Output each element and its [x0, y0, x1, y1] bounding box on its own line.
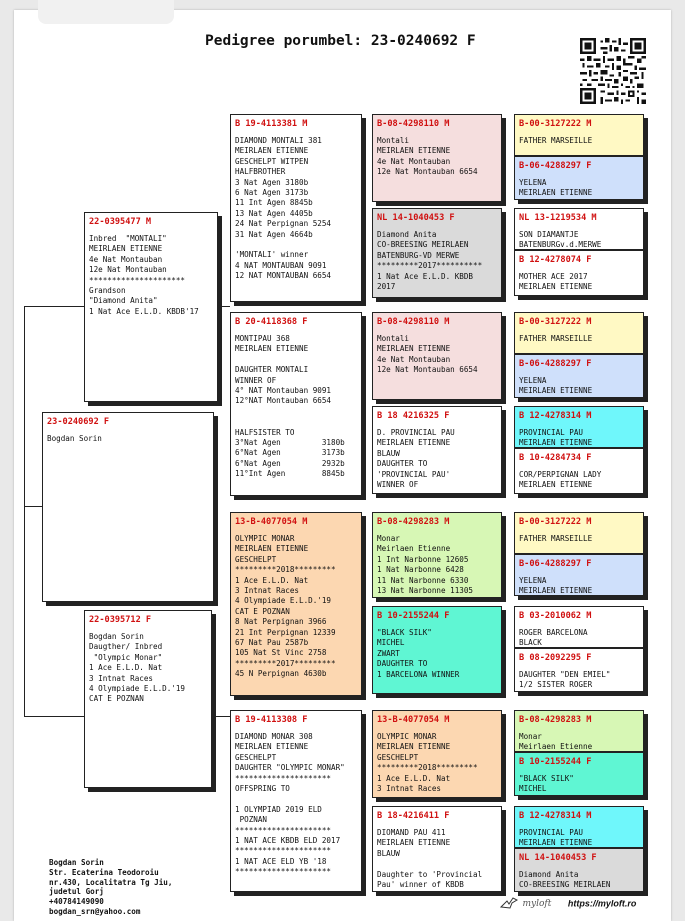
pigeon-details: MOTHER ACE 2017 MEIRLAEN ETIENNE — [519, 272, 593, 292]
connector-line — [24, 716, 84, 717]
pigeon-details: Montali MEIRLAEN ETIENNE 4e Nat Montauban 12e Nat Montauban 6654 — [377, 136, 478, 177]
ring-id: B 10-4284734 F — [519, 453, 592, 463]
pigeon-details: Monar Meirlaen Etienne 1 Int Narbonne 12605 1 Nat Narbonne 6428 11 Nat Narbonne 6330 13 Nat Narbonne 11305 — [377, 534, 474, 596]
ring-id: B-08-4298110 M — [377, 317, 450, 327]
pigeon-details: DIAMOND MONAR 308 MEIRLAEN ETIENNE GESCHELPT DAUGHTER "OLYMPIC MONAR" ********************* OFFSPRING TO 1 OLYMPIAD 2019 ELD POZNAN ********************* 1 NAT ACE KBDB ELD 2017 ********************* 1 NAT ACE ELD YB '18 ********************* — [235, 732, 345, 877]
ring-id: B-06-4288297 F — [519, 559, 592, 569]
subject-details: Bogdan Sorin — [47, 434, 102, 443]
ancestor-card[interactable] — [514, 752, 644, 796]
ancestor-card[interactable] — [514, 554, 644, 596]
sire-card[interactable] — [84, 212, 218, 402]
connector-line — [24, 306, 25, 716]
ring-id: B-06-4288297 F — [519, 161, 592, 171]
top-tab — [38, 0, 174, 24]
sire-ring-id: 22-0395477 M — [89, 217, 152, 227]
ring-id: B-00-3127222 M — [519, 317, 592, 327]
ring-id: B 18 4216325 F — [377, 411, 450, 421]
great-grandparent-card[interactable] — [372, 208, 502, 298]
brand-footer — [500, 897, 636, 911]
ring-id: B-00-3127222 M — [519, 517, 592, 527]
pigeon-details: YELENA MEIRLAEN ETIENNE — [519, 576, 593, 596]
connector-line — [24, 306, 84, 307]
ancestor-card[interactable] — [514, 208, 644, 250]
ancestor-card[interactable] — [514, 848, 644, 892]
page-title: Pedigree porumbel: 23-0240692 F — [205, 33, 476, 49]
pigeon-details: FATHER MARSEILLE — [519, 334, 593, 343]
pigeon-details: "BLACK SILK" MICHEL — [519, 774, 574, 794]
pigeon-details: PROVINCIAL PAU MEIRLAEN ETIENNE — [519, 828, 593, 848]
pigeon-details: DAUGHTER "DEN EMIEL" 1/2 SISTER ROGER — [519, 670, 611, 690]
pigeon-details: MONTIPAU 368 MEIRLAEN ETIENNE DAUGHTER MONTALI WINNER OF 4° NAT Montauban 9091 12°NAT Montauban 6654 HALFSISTER TO 3°Nat Agen 3180b 6°Nat Agen 3173b 6°Nat Agen 2932b 11°Int Agen 8845b — [235, 334, 345, 479]
pigeon-details: OLYMPIC MONAR MEIRLAEN ETIENNE GESCHELPT *********2018********* 1 Ace E.L.D. Nat 3 Intnat Races — [377, 732, 478, 794]
pigeon-details: SON DIAMANTJE BATENBURGv.d.MERWE — [519, 230, 602, 250]
dam-ring-id: 22-0395712 F — [89, 615, 152, 625]
ring-id: B 10-2155244 F — [519, 757, 592, 767]
great-grandparent-card[interactable] — [372, 606, 502, 694]
brand-url[interactable]: https://myloft.ro — [567, 898, 637, 909]
pigeon-details: OLYMPIC MONAR MEIRLAEN ETIENNE GESCHELPT *********2018********* 1 Ace E.L.D. Nat 3 Intnat Races 4 Olympiade E.L.D.'19 CAT E POZNAN 8 Nat Perpignan 3966 21 Int Perpignan 12339 67 Nat Pau 2587b 105 Nat St Vinc 2758 *********2017********* 45 N Perpignan 4630b — [235, 534, 336, 679]
qr-code — [580, 38, 646, 104]
pigeon-details: FATHER MARSEILLE — [519, 534, 593, 543]
ring-id: B 12-4278314 M — [519, 811, 592, 821]
ring-id: B 19-4113308 F — [235, 715, 308, 725]
ring-id: B 08-2092295 F — [519, 653, 592, 663]
brand-name: myloft — [522, 899, 552, 910]
ring-id: B 19-4113381 M — [235, 119, 308, 129]
ring-id: 13-B-4077054 M — [377, 715, 450, 725]
great-grandparent-card[interactable] — [372, 312, 502, 400]
great-grandparent-card[interactable] — [372, 806, 502, 892]
pigeon-details: DIAMOND MONTALI 381 MEIRLAEN ETIENNE GESCHELPT WITPEN HALFBROTHER 3 Nat Agen 3180b 6 Nat Agen 3173b 11 Int Agen 8845b 13 Nat Agen 4405b 24 Nat Perpignan 5254 31 Nat Agen 4664b 'MONTALI' winner 4 NAT MONTAUBAN 9091 12 NAT MONTAUBAN 6654 — [235, 136, 332, 281]
pigeon-details: Diamond Anita CO-BREESING MEIRLAEN BATENBURG-VD MERWE *********2017********** 1 Nat Ace E.L.D. KBDB 2017 — [377, 230, 483, 292]
ring-id: B-06-4288297 F — [519, 359, 592, 369]
pigeon-details: Montali MEIRLAEN ETIENNE 4e Nat Montauban 12e Nat Montauban 6654 — [377, 334, 478, 375]
grandparent-card[interactable] — [230, 710, 362, 892]
connector-line — [212, 716, 230, 717]
ring-id: NL 14-1040453 F — [377, 213, 455, 223]
great-grandparent-card[interactable] — [372, 406, 502, 494]
great-grandparent-card[interactable] — [372, 710, 502, 798]
ancestor-card[interactable] — [514, 606, 644, 648]
ring-id: 13-B-4077054 M — [235, 517, 308, 527]
dam-details: Bogdan Sorin Daugther/ Inbred "Olympic Monar" 1 Ace E.L.D. Nat 3 Intnat Races 4 Olympiade E.L.D.'19 CAT E POZNAN — [89, 632, 186, 704]
ancestor-card[interactable] — [514, 448, 644, 494]
pigeon-details: FATHER MARSEILLE — [519, 136, 593, 145]
pigeon-details: ROGER BARCELONA BLACK — [519, 628, 588, 648]
dam-card[interactable] — [84, 610, 212, 788]
pigeon-details: PROVINCIAL PAU MEIRLAEN ETIENNE — [519, 428, 593, 448]
ancestor-card[interactable] — [514, 354, 644, 398]
dove-logo-icon — [500, 897, 518, 911]
ring-id: B-08-4298110 M — [377, 119, 450, 129]
great-grandparent-card[interactable] — [372, 512, 502, 598]
ancestor-card[interactable] — [514, 406, 644, 448]
ring-id: NL 13-1219534 M — [519, 213, 597, 223]
pigeon-details: COR/PERPIGNAN LADY MEIRLAEN ETIENNE — [519, 470, 602, 490]
pigeon-details: DIOMAND PAU 411 MEIRLAEN ETIENNE BLAUW Daughter to 'Provincial Pau' winner of KBDB — [377, 828, 483, 890]
pigeon-details: D. PROVINCIAL PAU MEIRLAEN ETIENNE BLAUW DAUGHTER TO 'PROVINCIAL PAU' WINNER OF — [377, 428, 455, 490]
subject-ring-id: 23-0240692 F — [47, 417, 110, 427]
pigeon-details: Monar Meirlaen Etienne — [519, 732, 593, 752]
ring-id: B 03-2010062 M — [519, 611, 592, 621]
ring-id: B 18-4216411 F — [377, 811, 450, 821]
ring-id: B-08-4298283 M — [519, 715, 592, 725]
grandparent-card[interactable] — [230, 512, 362, 696]
ring-id: B 10-2155244 F — [377, 611, 450, 621]
owner-contact: Bogdan Sorin Str. Ecaterina Teodoroiu nr.430, Localitatra Tg Jiu, judetul Gorj +40784149090 bogdan_srn@yahoo.com — [49, 858, 173, 916]
ancestor-card[interactable] — [514, 710, 644, 752]
pigeon-details: YELENA MEIRLAEN ETIENNE — [519, 376, 593, 396]
ring-id: B-08-4298283 M — [377, 517, 450, 527]
connector-line — [218, 306, 230, 307]
sire-details: Inbred "MONTALI" MEIRLAEN ETIENNE 4e Nat Montauban 12e Nat Montauban ********************* Grandson "Diamond Anita" 1 Nat Ace E.L.D. KBDB'17 — [89, 234, 199, 316]
grandparent-card[interactable] — [230, 312, 362, 496]
ring-id: B-00-3127222 M — [519, 119, 592, 129]
ancestor-card[interactable] — [514, 312, 644, 354]
pigeon-details: YELENA MEIRLAEN ETIENNE — [519, 178, 593, 198]
ancestor-card[interactable] — [514, 648, 644, 692]
ancestor-card[interactable] — [514, 250, 644, 296]
pigeon-details: Diamond Anita CO-BREESING MEIRLAEN — [519, 870, 611, 890]
great-grandparent-card[interactable] — [372, 114, 502, 202]
ancestor-card[interactable] — [514, 512, 644, 554]
ancestor-card[interactable] — [514, 156, 644, 200]
ring-id: B 12-4278074 F — [519, 255, 592, 265]
ring-id: NL 14-1040453 F — [519, 853, 597, 863]
subject-card[interactable] — [42, 412, 214, 602]
ancestor-card[interactable] — [514, 114, 644, 156]
ring-id: B 12-4278314 M — [519, 411, 592, 421]
ring-id: B 20-4118368 F — [235, 317, 308, 327]
grandparent-card[interactable] — [230, 114, 362, 302]
pigeon-details: "BLACK SILK" MICHEL ZWART DAUGHTER TO 1 BARCELONA WINNER — [377, 628, 460, 679]
ancestor-card[interactable] — [514, 806, 644, 848]
connector-line — [24, 506, 42, 507]
